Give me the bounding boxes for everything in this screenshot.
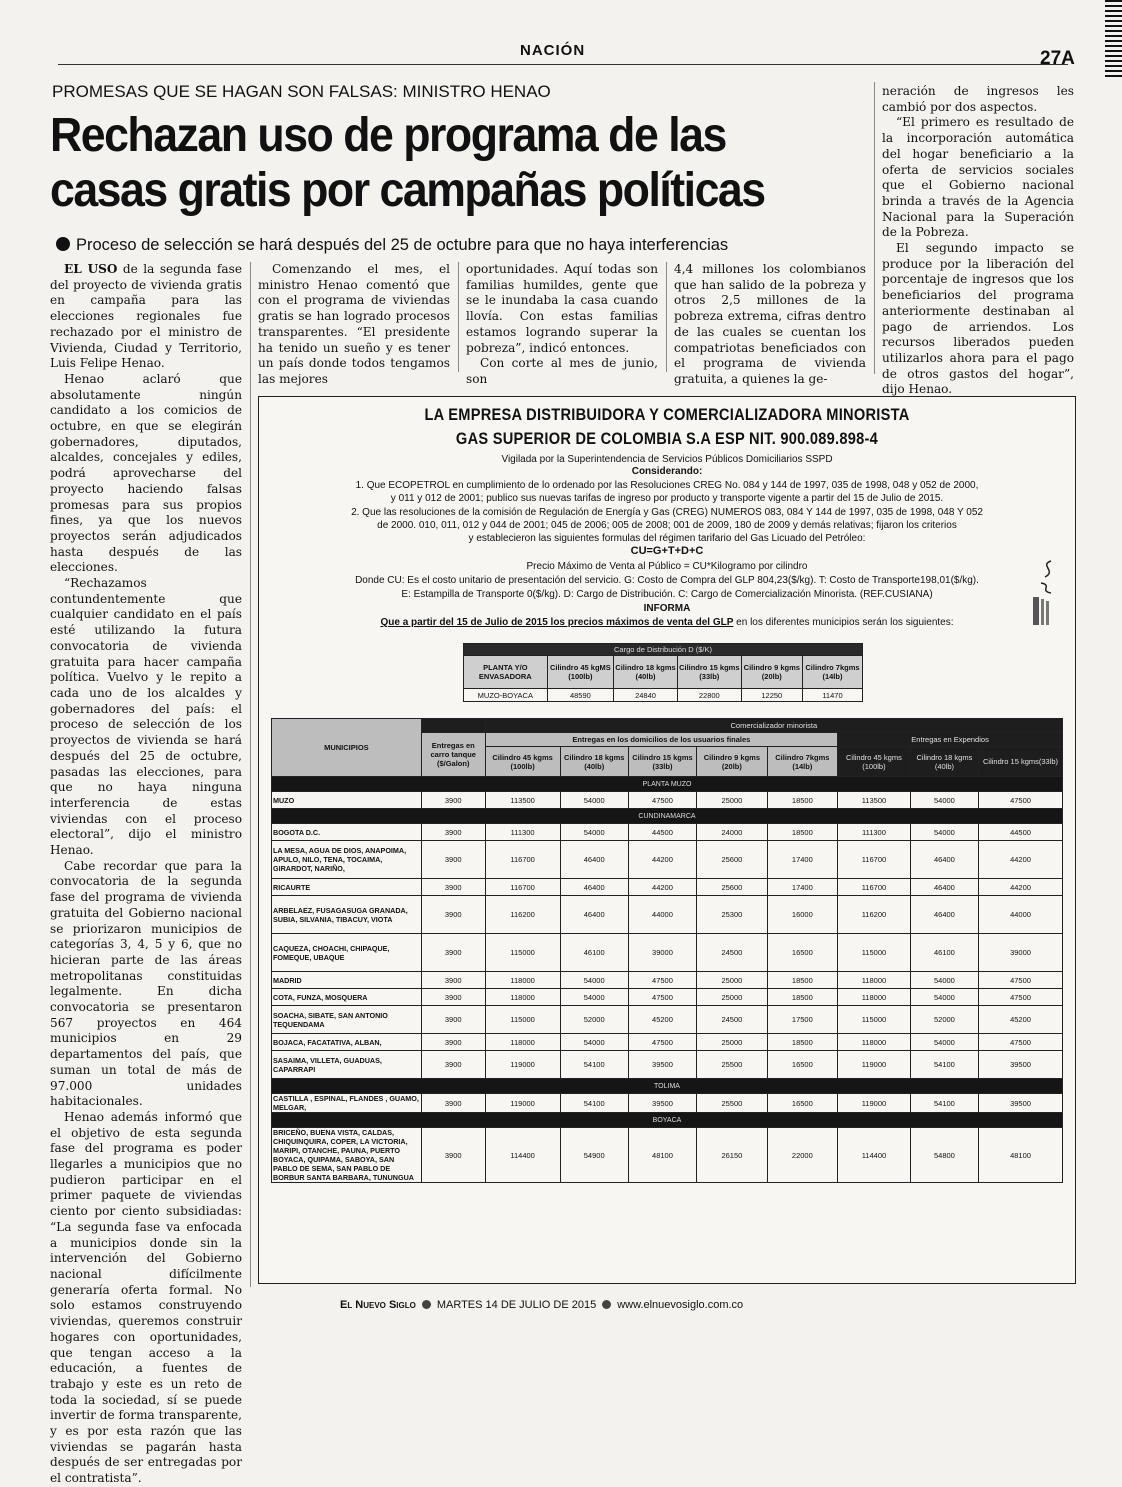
price-cell: 3900 <box>421 1094 485 1113</box>
ad-clause-2a: 2. Que las resoluciones de la comisión de Regulación de Energía y Gas (CREG) NUMEROS 083, 084 Y 144 de 1997, 035 de 1998, 048 Y 052 <box>351 507 983 518</box>
dist-header: Cilindro 7kgms (14lb) <box>802 656 862 689</box>
header-domicilios: Entregas en los domicilios de los usuarios finales <box>485 733 837 747</box>
municipio-cell: BOGOTA D.C. <box>272 824 422 841</box>
price-cell: 113500 <box>838 792 911 809</box>
price-cell: 54100 <box>560 1094 628 1113</box>
price-cell: 46100 <box>560 934 628 972</box>
price-cell: 54000 <box>910 792 978 809</box>
price-cell: 54000 <box>910 972 978 989</box>
paragraph: oportunidades. Aquí todas son familias humildes, gente que se le inundaba la casa cuando llovía. Con estas familias estamos logrando superar la pobreza”, indicó entonces. <box>466 262 658 355</box>
section-name: NACIÓN <box>520 42 586 59</box>
price-cell: 44200 <box>979 879 1063 896</box>
price-cell: 118000 <box>485 989 560 1006</box>
column-rule <box>250 262 251 1287</box>
price-cell: 25000 <box>697 989 767 1006</box>
dist-cell: 24840 <box>614 689 678 702</box>
paragraph: neración de ingresos les cambió por dos aspectos. <box>882 84 1074 114</box>
price-cell: 54000 <box>560 989 628 1006</box>
municipio-cell: COTA, FUNZA, MOSQUERA <box>272 989 422 1006</box>
price-cell: 115000 <box>838 934 911 972</box>
price-cell: 54100 <box>560 1051 628 1079</box>
price-cell: 25500 <box>697 1051 767 1079</box>
header-expendios: Entregas en Expendios <box>838 733 1063 747</box>
price-cell: 3900 <box>421 1051 485 1079</box>
region-band-row <box>272 1079 1063 1094</box>
price-cell: 111300 <box>838 824 911 841</box>
ad-informa-rest: en los diferentes municipios serán los siguientes: <box>733 617 954 628</box>
article-headline: Rechazan uso de programa de las casas gratis por campañas políticas <box>50 109 765 217</box>
article-column-4 <box>674 262 866 388</box>
article-subhead <box>56 236 728 255</box>
price-cell: 116700 <box>485 841 560 879</box>
article-column-3 <box>466 262 658 388</box>
price-cell: 44200 <box>628 879 696 896</box>
price-cell: 16500 <box>767 1094 837 1113</box>
price-cell: 47500 <box>979 1034 1063 1051</box>
price-cell: 44500 <box>628 824 696 841</box>
region-band-row <box>272 809 1063 824</box>
price-cell: 54000 <box>560 972 628 989</box>
price-cell: 3900 <box>421 1034 485 1051</box>
price-cell: 118000 <box>838 1034 911 1051</box>
table-row <box>272 896 1063 934</box>
subheader: Cilindro 18 kgms (40lb) <box>910 747 978 777</box>
price-cell: 45200 <box>628 1006 696 1034</box>
bullet-icon <box>422 1300 431 1309</box>
table-row <box>272 841 1063 879</box>
price-cell: 47500 <box>628 1034 696 1051</box>
municipio-cell: CAQUEZA, CHOACHI, CHIPAQUE, FOMEQUE, UBAQUE <box>272 934 422 972</box>
price-cell: 18500 <box>767 1034 837 1051</box>
dist-header: Cilindro 9 kgms (20lb) <box>741 656 802 689</box>
price-cell: 45200 <box>979 1006 1063 1034</box>
price-cell: 119000 <box>838 1051 911 1079</box>
price-cell: 18500 <box>767 972 837 989</box>
price-cell: 46400 <box>560 896 628 934</box>
price-cell: 47500 <box>979 972 1063 989</box>
page-number: 27A <box>1040 48 1075 69</box>
price-cell: 26150 <box>697 1128 767 1183</box>
municipio-cell: RICAURTE <box>272 879 422 896</box>
price-cell: 46400 <box>910 879 978 896</box>
article-column-5 <box>882 84 1074 398</box>
price-cell: 44200 <box>628 841 696 879</box>
dist-header: Cilindro 15 kgms (33lb) <box>677 656 741 689</box>
price-cell: 39500 <box>979 1051 1063 1079</box>
subheader: Cilindro 45 kgms (100lb) <box>485 747 560 777</box>
dist-cell: 48590 <box>547 689 614 702</box>
signature-stamp <box>1029 557 1063 627</box>
price-cell: 39500 <box>628 1051 696 1079</box>
municipio-cell: ARBELAEZ, FUSAGASUGA GRANADA, SUBIA, SILVANIA, TIBACUY, VIOTA <box>272 896 422 934</box>
ad-title-nit: GAS SUPERIOR DE COLOMBIA S.A ESP NIT. 900.089.898-4 <box>455 429 879 448</box>
column-rule <box>458 262 459 372</box>
price-cell: 46400 <box>910 841 978 879</box>
price-cell: 118000 <box>838 989 911 1006</box>
price-cell: 52000 <box>910 1006 978 1034</box>
price-cell: 25000 <box>697 972 767 989</box>
price-cell: 3900 <box>421 989 485 1006</box>
article-kicker: PROMESAS QUE SE HAGAN SON FALSAS: MINISTRO HENAO <box>52 82 551 101</box>
price-cell: 17400 <box>767 879 837 896</box>
price-cell: 25500 <box>697 1094 767 1113</box>
price-cell: 54900 <box>560 1128 628 1183</box>
municipio-cell: SASAIMA, VILLETA, GUADUAS, CAPARRAPI <box>272 1051 422 1079</box>
price-cell: 16500 <box>767 1051 837 1079</box>
lead-in: EL USO <box>64 262 118 276</box>
paragraph: Con corte al mes de junio, son <box>466 356 658 386</box>
ad-formula: CU=G+T+D+C <box>630 545 704 557</box>
price-cell: 54100 <box>910 1094 978 1113</box>
page-footer <box>340 1299 743 1311</box>
price-cell: 18500 <box>767 824 837 841</box>
price-cell: 114400 <box>838 1128 911 1183</box>
ad-donde-1: Donde CU: Es el costo unitario de presentación del servicio. G: Costo de Compra del GLP 804,23($/kg). T: Costo de Transporte198,01($/kg). <box>355 575 979 586</box>
dist-cell: 12250 <box>741 689 802 702</box>
subheader: Cilindro 18 kgms (40lb) <box>560 747 628 777</box>
paragraph: Comenzando el mes, el ministro Henao comentó que con el programa de viviendas gratis se han logrado procesos transparentes. “El presidente ha tenido un sueño y es tener un país donde todos tengamos las mejores <box>258 262 450 386</box>
price-cell: 52000 <box>560 1006 628 1034</box>
paragraph: Cabe recordar que para la convocatoria de la segunda fase del programa de vivienda gratuita del Gobierno nacional se priorizaron municipios de categorías 3, 4, 5 y 6, que no hicieran parte de las áreas metropolitanas constituidas legalmente. En dicha convocatoria se presentaron 567 proyectos en 464 municipios en 29 departamentos del país, que suman un total de más de 97.000 unidades habitacionales. <box>50 858 242 1109</box>
price-cell: 25600 <box>697 841 767 879</box>
price-cell: 16500 <box>767 934 837 972</box>
bullet-icon <box>56 237 70 251</box>
ad-clause-2b: de 2000. 010, 011, 012 y 044 de 2001; 045 de 2006; 005 de 2008; 001 de 2009, 180 de 2009 y demás relativas; fijaron los criterios <box>377 520 957 531</box>
region-band: BOYACA <box>272 1113 1063 1128</box>
price-cell: 44000 <box>628 896 696 934</box>
column-rule <box>666 262 667 372</box>
price-cell: 47500 <box>628 972 696 989</box>
dist-header: PLANTA Y/O ENVASADORA <box>464 656 548 689</box>
subhead-text: Proceso de selección se hará después del 25 de octubre para que no haya interferencias <box>76 236 729 254</box>
subheader: Cilindro 15 kgms (33lb) <box>628 747 696 777</box>
price-cell: 46400 <box>560 841 628 879</box>
table-row <box>272 1051 1063 1079</box>
price-cell: 118000 <box>485 1034 560 1051</box>
municipio-cell: CASTILLA , ESPINAL, FLANDES , GUAMO, MELGAR, <box>272 1094 422 1113</box>
price-cell: 116700 <box>485 879 560 896</box>
table-row <box>272 934 1063 972</box>
price-cell: 3900 <box>421 972 485 989</box>
price-cell: 115000 <box>485 934 560 972</box>
price-cell: 3900 <box>421 1128 485 1183</box>
price-cell: 46400 <box>910 896 978 934</box>
ad-informa: INFORMA <box>643 603 691 614</box>
price-cell: 25000 <box>697 792 767 809</box>
price-cell: 48100 <box>979 1128 1063 1183</box>
price-cell: 24500 <box>697 1006 767 1034</box>
ad-title-company: LA EMPRESA DISTRIBUIDORA Y COMERCIALIZADORA MINORISTA <box>424 405 910 424</box>
price-cell: 3900 <box>421 824 485 841</box>
price-cell: 54800 <box>910 1128 978 1183</box>
price-cell: 54000 <box>910 989 978 1006</box>
price-cell: 48100 <box>628 1128 696 1183</box>
price-cell: 39500 <box>628 1094 696 1113</box>
ad-clause-1b: y 011 y 012 de 2001; publico sus nuevas tarifas de ingreso por producto y transporte vigente a partir del 15 de Julio de 2015. <box>390 493 944 504</box>
price-cell: 115000 <box>838 1006 911 1034</box>
footer-date: MARTES 14 DE JULIO DE 2015 <box>436 1299 597 1311</box>
table-row <box>272 989 1063 1006</box>
price-cell: 3900 <box>421 896 485 934</box>
price-cell: 22000 <box>767 1128 837 1183</box>
ad-informa-line <box>259 616 1075 629</box>
paragraph <box>50 262 242 372</box>
municipio-cell: BRICEÑO, BUENA VISTA, CALDAS, CHIQUINQUIRA, COPER, LA VICTORIA, MARIPI, OTANCHE, PAUNA, PUERTO BOYACA, QUIPAMA, SABOYA, SAN PABLO DE SEMA, SAN PABLO DE BORBUR SANTA BARBARA, TUNUNGUA <box>272 1128 422 1183</box>
column-rule <box>874 82 875 374</box>
price-cell: 17500 <box>767 1006 837 1034</box>
price-cell: 44500 <box>979 824 1063 841</box>
price-cell: 111300 <box>485 824 560 841</box>
table-row <box>272 1006 1063 1034</box>
header-carro-tanque: Entregas en carro tanque ($/Galon) <box>421 733 485 777</box>
bullet-icon <box>602 1300 611 1309</box>
paragraph-text: de la segunda fase del proyecto de vivienda gratis en campaña para las elecciones regionales fue rechazado por el ministro de Vivienda, Ciudad y Territorio, Luis Felipe Henao. <box>50 262 242 371</box>
dist-header: Cilindro 45 kgMS (100lb) <box>547 656 614 689</box>
dist-cell: 22800 <box>677 689 741 702</box>
table-row <box>272 792 1063 809</box>
price-cell: 116700 <box>838 841 911 879</box>
subheader: Cilindro 15 kgms(33lb) <box>979 747 1063 777</box>
dist-header: Cilindro 18 kgms (40lb) <box>614 656 678 689</box>
table-row <box>272 972 1063 989</box>
region-band: PLANTA MUZO <box>272 777 1063 792</box>
price-cell: 17400 <box>767 841 837 879</box>
price-cell: 24000 <box>697 824 767 841</box>
municipio-cell: LA MESA, AGUA DE DIOS, ANAPOIMA, APULO, NILO, TENA, TOCAIMA, GIRARDOT, NARIÑO, <box>272 841 422 879</box>
price-cell: 3900 <box>421 934 485 972</box>
price-cell: 118000 <box>485 972 560 989</box>
paragraph: El segundo impacto se produce por la liberación del porcentaje de ingresos que los beneficiarios del programa anteriormente destinaban al pago de arriendos. Los recursos liberados pueden utilizarlos ahora para el pago de otros gastos del hogar”, dijo Henao. <box>882 241 1074 397</box>
table-row <box>272 824 1063 841</box>
region-band-row <box>272 777 1063 792</box>
article-column-2 <box>258 262 450 388</box>
paragraph: “Rechazamos contundentemente que cualquier candidato en el país esté utilizando la futura convocatoria de vivienda gratuita para hacer campaña política. Vuelvo y le repito a cada uno de los alcaldes y gobernadores del país: el proceso de selección de los proyectos de vivienda se hará después del 25 de octubre, pasadas las elecciones, para que no haya ninguna interferencia de estas viviendas con el proceso electoral”, dijo el ministro Henao. <box>50 576 242 858</box>
price-cell: 116700 <box>838 879 911 896</box>
municipio-cell: BOJACA, FACATATIVA, ALBAN, <box>272 1034 422 1051</box>
section-rule <box>58 64 1068 65</box>
footer-url: www.elnuevosiglo.com.co <box>617 1299 744 1311</box>
municipio-cell: MUZO <box>272 792 422 809</box>
paragraph: Henao además informó que el objetivo de esta segunda fase del programa es poder llegarles a municipios que no pudieron participar en el primer paquete de viviendas ciento por ciento subsidiadas: “La segunda fase va enfocada a municipios donde sin la intervención del Gobierno nacional difícilmente generaría oferta formal. No solo estamos construyendo viviendas, queremos construir hogares con oportunidades, que tengan acceso a la educación, a fuentes de trabajo y este es un reto de toda la sociedad, sí se puede invertir de forma transparente, y es por esta razón que las viviendas se pagarán hasta después de ser entregadas por el contratista”. <box>50 1109 242 1486</box>
price-cell: 39000 <box>628 934 696 972</box>
table-row <box>272 1128 1063 1183</box>
price-cell: 47500 <box>979 792 1063 809</box>
price-cell: 119000 <box>485 1094 560 1113</box>
subheader: Cilindro 7kgms (14lb) <box>767 747 837 777</box>
price-cell: 116200 <box>838 896 911 934</box>
price-cell: 24500 <box>697 934 767 972</box>
price-table <box>271 718 1063 1183</box>
price-cell: 3900 <box>421 792 485 809</box>
tariff-notice-ad <box>258 396 1076 1284</box>
price-cell: 116200 <box>485 896 560 934</box>
article-column-1 <box>50 262 242 1487</box>
table-row <box>272 879 1063 896</box>
table-row <box>272 1034 1063 1051</box>
ad-precio: Precio Máximo de Venta al Público = CU*Kilogramo por cilindro <box>526 561 808 572</box>
price-cell: 114400 <box>485 1128 560 1183</box>
price-cell: 3900 <box>421 841 485 879</box>
price-cell: 54000 <box>910 1034 978 1051</box>
ad-donde-2: E: Estampilla de Transporte 0($/kg). D: Cargo de Distribución. C: Cargo de Comercialización Minorista. (REF.CUSIANA) <box>401 589 933 600</box>
distribution-charge-table <box>463 643 863 702</box>
price-cell: 25000 <box>697 1034 767 1051</box>
region-band: CUNDINAMARCA <box>272 809 1063 824</box>
price-cell: 25600 <box>697 879 767 896</box>
municipio-cell: MADRID <box>272 972 422 989</box>
price-cell: 54000 <box>560 824 628 841</box>
header-comercializador: Comercializador minorista <box>485 719 1062 733</box>
region-band-row <box>272 1113 1063 1128</box>
price-cell: 46400 <box>560 879 628 896</box>
dist-cell: MUZO-BOYACA <box>464 689 548 702</box>
paragraph: “El primero es resultado de la incorporación automática del hogar beneficiario a la oferta de servicios sociales que el Gobierno nacional brinda a través de la Agencia Nacional para la Superación de la Pobreza. <box>882 115 1074 240</box>
paragraph: Henao aclaró que absolutamente ningún candidato a los comicios de octubre, en que se elegirán gobernadores, diputados, alcaldes, concejales y ediles, podrá aprovecharse del proyecto haciendo falsas promesas para sus propios fines, ya que los nuevos proyectos serán adjudicados hasta después de las elecciones. <box>50 371 242 575</box>
price-cell: 44000 <box>979 896 1063 934</box>
price-cell: 115000 <box>485 1006 560 1034</box>
dist-cell: 11470 <box>802 689 862 702</box>
price-cell: 18500 <box>767 792 837 809</box>
price-cell: 118000 <box>838 972 911 989</box>
price-cell: 54000 <box>560 792 628 809</box>
price-cell: 113500 <box>485 792 560 809</box>
price-cell: 54000 <box>910 824 978 841</box>
price-cell: 54100 <box>910 1051 978 1079</box>
price-cell: 47500 <box>979 989 1063 1006</box>
price-cell: 25300 <box>697 896 767 934</box>
municipio-cell: SOACHA, SIBATE, SAN ANTONIO TEQUENDAMA <box>272 1006 422 1034</box>
subheader: Cilindro 45 kgms (100lb) <box>838 747 911 777</box>
price-cell: 3900 <box>421 1006 485 1034</box>
price-cell: 39000 <box>979 934 1063 972</box>
price-cell: 39500 <box>979 1094 1063 1113</box>
price-cell: 119000 <box>485 1051 560 1079</box>
price-cell: 18500 <box>767 989 837 1006</box>
price-cell: 54000 <box>560 1034 628 1051</box>
dist-table-bar: Cargo de Distribución D ($/K) <box>464 644 863 656</box>
price-cell: 16000 <box>767 896 837 934</box>
price-cell: 44200 <box>979 841 1063 879</box>
registration-marks <box>1105 0 1122 80</box>
paragraph: 4,4 millones los colombianos que han salido de la pobreza y otros 2,5 millones de la pobreza extrema, cifras dentro de las cuales se cuentan los compatriotas beneficiados con el programa de vivienda gratuita, a quienes la ge- <box>674 262 866 386</box>
ad-vigilada: Vigilada por la Superintendencia de Servicios Públicos Domiciliarios SSPD <box>501 454 833 465</box>
ad-considerando: Considerando: <box>631 466 703 477</box>
footer-brand: El Nuevo Siglo <box>340 1299 416 1311</box>
ad-informa-underlined: Que a partir del 15 de Julio de 2015 los precios máximos de venta del GLP <box>380 617 734 628</box>
price-cell: 119000 <box>838 1094 911 1113</box>
price-cell: 46100 <box>910 934 978 972</box>
price-cell: 47500 <box>628 792 696 809</box>
price-cell: 3900 <box>421 879 485 896</box>
ad-clause-2c: y establecieron las siguientes formulas del régimen tarifario del Gas Licuado del Petróleo: <box>468 533 866 544</box>
region-band: TOLIMA <box>272 1079 1063 1094</box>
subheader: Cilindro 9 kgms (20lb) <box>697 747 767 777</box>
header-municipios: MUNICIPIOS <box>272 719 422 777</box>
price-cell: 47500 <box>628 989 696 1006</box>
table-row <box>272 1094 1063 1113</box>
ad-clause-1a: 1. Que ECOPETROL en cumplimiento de lo ordenado por las Resoluciones CREG No. 084 y 144 de 1997, 035 de 1998, 048 y 052 de 2000, <box>355 480 979 491</box>
